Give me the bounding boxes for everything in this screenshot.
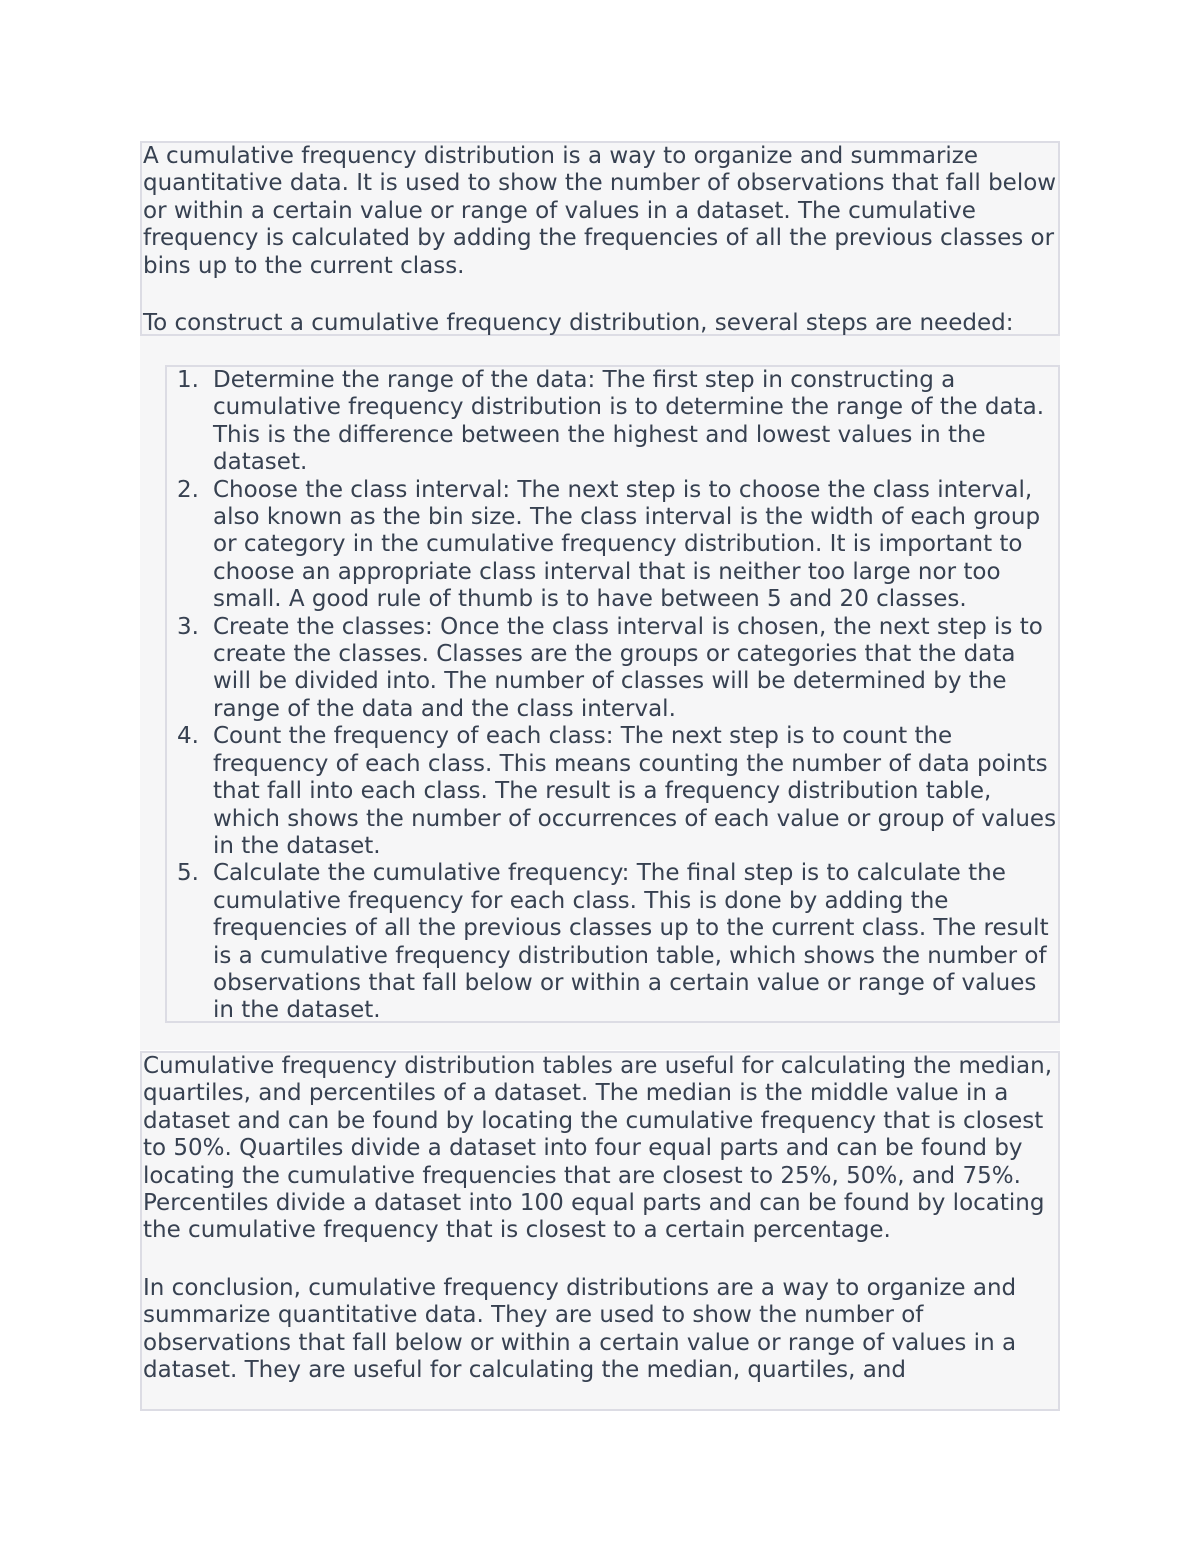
- conclusion-paragraph: In conclusion, cumulative frequency distributions are a way to organize and summarize quantitative data. They are used to show the number of observations that fall below or within a certain value or range of values in a dataset. They are useful for calculating the median, quartiles, and: [143, 1274, 1017, 1384]
- steps-list-block: [165, 365, 1060, 1023]
- list-item: [177, 613, 1058, 724]
- list-item-number: 4.: [177, 723, 199, 750]
- steps-list: [167, 367, 1058, 1025]
- list-item: [177, 367, 1058, 477]
- list-item-number: 5.: [177, 860, 199, 887]
- list-item: [177, 860, 1058, 1024]
- statistics-paragraph: Cumulative frequency distribution tables are useful for calculating the median, quartiles, and percentiles of a dataset. The median is the middle value in a dataset and can be found by locating the cumulative frequency that is closest to 50%. Quartiles divide a dataset into four equal parts and can be found by locating the cumulative frequencies that are closest to 25%, 50%, and 75%. Percentiles divide a dataset into 100 equal parts and can be found by locating the cumulative frequency that is closest to a certain percentage.: [143, 1053, 1053, 1244]
- list-item-text: Create the classes: Once the class interval is chosen, the next step is to create the classes. Classes are the groups or categories that the data will be divided into. The number of classes will be determined by the range of the data and the class interval.: [213, 613, 1043, 722]
- list-item-text: Determine the range of the data: The first step in constructing a cumulative frequency distribution is to determine the range of the data. This is the difference between the highest and lowest values in the dataset.: [213, 367, 1045, 476]
- list-item: [177, 723, 1058, 860]
- list-item-number: 3.: [177, 613, 199, 640]
- list-item-number: 1.: [177, 367, 199, 393]
- list-item: [177, 476, 1058, 614]
- list-item-text: Count the frequency of each class: The next step is to count the frequency of each class. This means counting the number of data points that fall into each class. The result is a frequency distribution table, which shows the number of occurrences of each value or group of values in the dataset.: [213, 723, 1057, 859]
- list-item-number: 2.: [177, 476, 199, 503]
- list-item-text: Choose the class interval: The next step is to choose the class interval, also known as the bin size. The class interval is the width of each group or category in the cumulative frequency distribution. It is important to choose an appropriate class interval that is neither too large nor too small. A good rule of thumb is to have between 5 and 20 classes.: [213, 476, 1041, 613]
- intro-paragraph: A cumulative frequency distribution is a way to organize and summarize quantitative data. It is used to show the number of observations that fall below or within a certain value or range of values in a dataset. The cumulative frequency is calculated by adding the frequencies of all the previous classes or bins up to the current class.: [143, 143, 1057, 279]
- closing-block: [140, 1051, 1060, 1411]
- intro-block: [140, 141, 1060, 336]
- steps-lead-in: To construct a cumulative frequency distribution, several steps are needed:: [143, 310, 1014, 337]
- list-item-text: Calculate the cumulative frequency: The final step is to calculate the cumulative frequency for each class. This is done by adding the frequencies of all the previous classes up to the current class. The result is a cumulative frequency distribution table, which shows the number of observations that fall below or within a certain value or range of values in the dataset.: [213, 860, 1049, 1024]
